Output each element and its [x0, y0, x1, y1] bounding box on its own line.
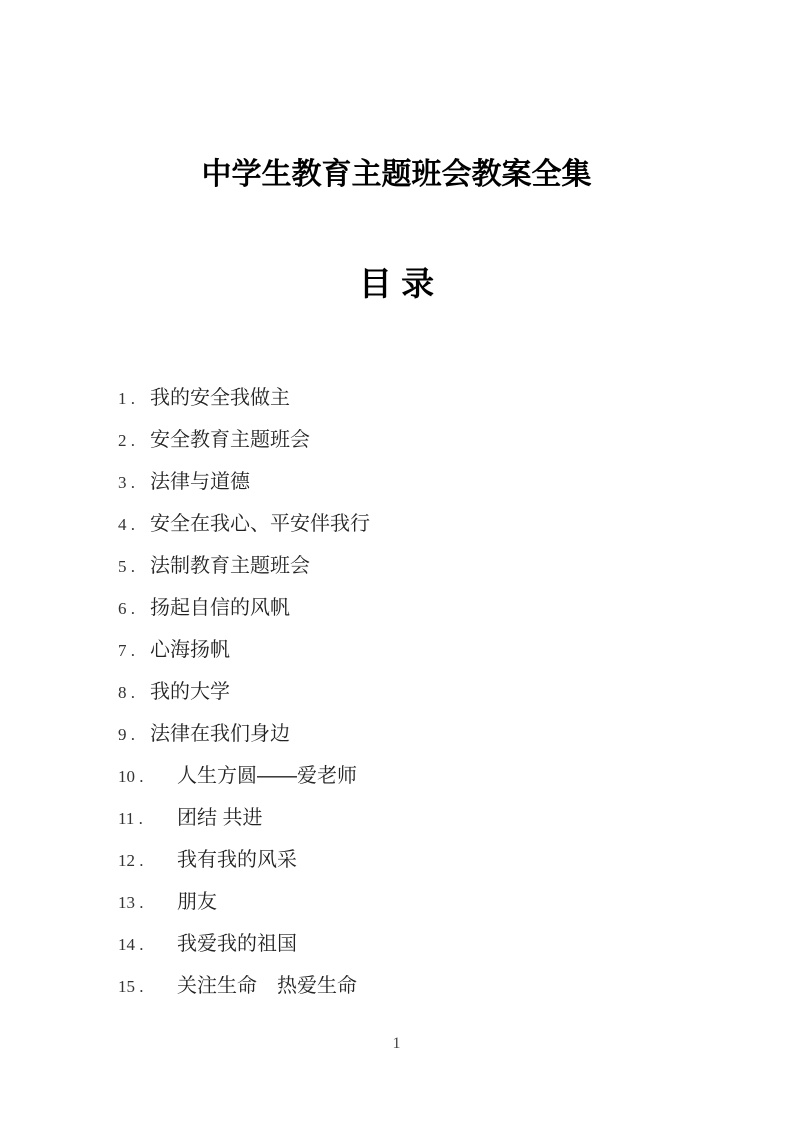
toc-item-title: 关注生命 热爱生命: [177, 975, 357, 997]
toc-item-number: [118, 808, 177, 830]
toc-item-number-value: 10: [118, 767, 135, 786]
toc-item-number-separator: .: [126, 641, 135, 660]
toc-item-number: [118, 682, 150, 704]
toc-item-number-separator: .: [126, 725, 135, 744]
toc-item-title: 我爱我的祖国: [177, 933, 297, 955]
toc-item-number-separator: .: [134, 809, 143, 828]
toc-item-number: [118, 472, 150, 494]
toc-item-title: 法律与道德: [150, 471, 250, 493]
toc-item-title: 法律在我们身边: [150, 723, 290, 745]
toc-item-number-value: 6: [118, 599, 127, 618]
toc-item: [118, 429, 753, 471]
page-number: 1: [392, 1035, 401, 1052]
toc-item-number: [118, 556, 150, 578]
toc-item-title: 团结 共进: [177, 807, 263, 829]
toc-item-number-separator: .: [135, 977, 144, 996]
toc-item-number-value: 5: [118, 557, 127, 576]
toc-item-number: [118, 934, 177, 956]
toc-item: [118, 387, 753, 429]
toc-item-number-separator: .: [126, 683, 135, 702]
toc-item-number: [118, 850, 177, 872]
toc-item: [118, 597, 753, 639]
toc-item-number: [118, 388, 150, 410]
toc-item-number: [118, 892, 177, 914]
toc-item-number-value: 4: [118, 515, 127, 534]
toc-item: [118, 891, 753, 933]
toc-item-number-separator: .: [126, 473, 135, 492]
toc-list: [118, 387, 753, 1017]
toc-item-title: 扬起自信的风帆: [150, 597, 290, 619]
toc-item: [118, 681, 753, 723]
toc-item-number-separator: .: [126, 431, 135, 450]
toc-item-number-separator: .: [126, 515, 135, 534]
toc-item-number-separator: .: [126, 557, 135, 576]
toc-item-title: 安全在我心、平安伴我行: [150, 513, 370, 535]
toc-item: [118, 975, 753, 1017]
toc-item-title: 心海扬帆: [150, 639, 230, 661]
toc-item-number: [118, 976, 177, 998]
toc-item-number-separator: .: [135, 893, 144, 912]
toc-item: [118, 765, 753, 807]
toc-item-number-value: 14: [118, 935, 135, 954]
toc-item-number: [118, 640, 150, 662]
toc-item-title: 法制教育主题班会: [150, 555, 310, 577]
toc-item-title: 我的安全我做主: [150, 387, 290, 409]
toc-item-number: [118, 766, 177, 788]
toc-item: [118, 471, 753, 513]
toc-item-number-value: 3: [118, 473, 127, 492]
toc-item: [118, 639, 753, 681]
toc-item-number: [118, 598, 150, 620]
toc-item-number-separator: .: [135, 851, 144, 870]
toc-item-number: [118, 724, 150, 746]
toc-item-number: [118, 430, 150, 452]
toc-item-number-separator: .: [126, 389, 135, 408]
toc-item-number-value: 1: [118, 389, 127, 408]
toc-item: [118, 849, 753, 891]
toc-item-number-value: 8: [118, 683, 127, 702]
toc-item-number-value: 13: [118, 893, 135, 912]
toc-heading: 目 录: [358, 265, 435, 302]
toc-item-number-separator: .: [126, 599, 135, 618]
toc-item-number: [118, 514, 150, 536]
document-title: 中学生教育主题班会教案全集: [201, 158, 592, 191]
toc-item: [118, 933, 753, 975]
toc-item-number-separator: .: [135, 935, 144, 954]
toc-item-number-value: 2: [118, 431, 127, 450]
toc-item-title: 朋友: [177, 891, 217, 913]
toc-item: [118, 807, 753, 849]
toc-item-number-value: 15: [118, 977, 135, 996]
toc-item: [118, 723, 753, 765]
toc-item-number-value: 9: [118, 725, 127, 744]
toc-item-title: 安全教育主题班会: [150, 429, 310, 451]
toc-item-number-separator: .: [135, 767, 144, 786]
toc-item: [118, 513, 753, 555]
toc-item-title: 我有我的风采: [177, 849, 297, 871]
toc-item-title: 我的大学: [150, 681, 230, 703]
toc-item: [118, 555, 753, 597]
toc-item-number-value: 12: [118, 851, 135, 870]
toc-item-number-value: 11: [118, 809, 135, 828]
toc-item-title: 人生方圆——爱老师: [177, 765, 357, 787]
toc-item-number-value: 7: [118, 641, 127, 660]
